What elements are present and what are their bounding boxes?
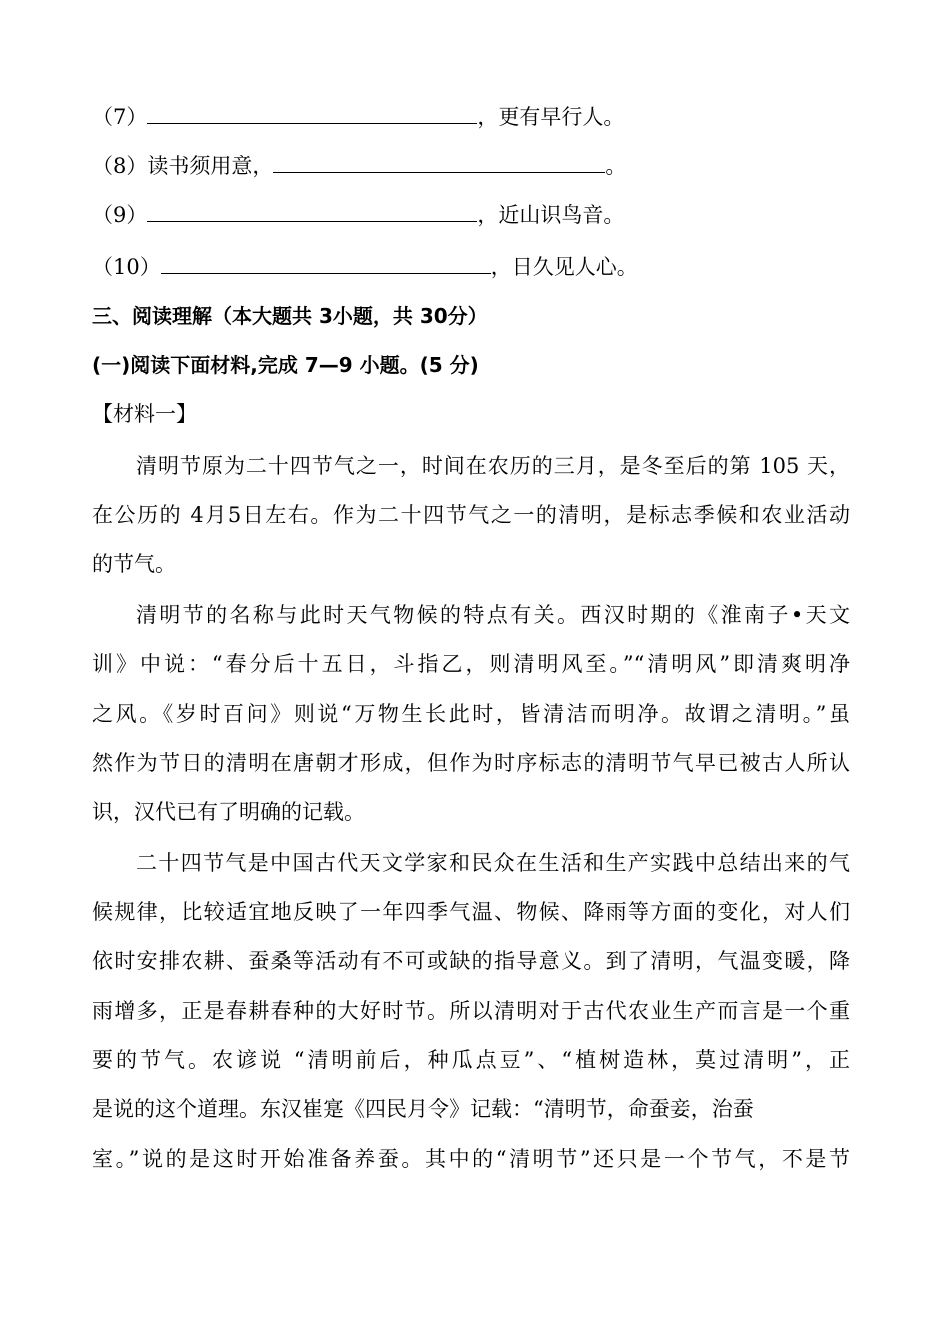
answer-blank[interactable] — [147, 101, 477, 124]
paragraph-1-line-3: 的节气。 — [92, 552, 176, 576]
paragraph-3-line-4: 雨增多，正是春耕春种的大好时节。所以清明对于古代农业生产而言是一个重 — [92, 999, 850, 1023]
item-number: （10） — [92, 255, 161, 279]
answer-blank[interactable] — [273, 150, 605, 173]
paragraph-3-line-7: 室。”说的是这时开始准备养蚕。其中的“清明节”还只是一个节气，不是节 — [92, 1147, 850, 1171]
answer-blank[interactable] — [161, 251, 491, 274]
blank-item-10 — [92, 251, 638, 281]
paragraph-3-line-6: 是说的这个道理。东汉崔寔《四民月令》记载：“清明节，命蚕妾，治蚕 — [92, 1097, 754, 1121]
item-text-before: 读书须用意， — [147, 154, 274, 178]
paragraph-2-line-4: 然作为节日的清明在唐朝才形成，但作为时序标志的清明节气早已被古人所认 — [92, 751, 850, 775]
item-text-after: ，近山识鸟音。 — [477, 203, 625, 227]
blank-item-8 — [92, 150, 626, 180]
paragraph-1-line-2: 在公历的 4月5日左右。作为二十四节气之一的清明，是标志季候和农业活动 — [92, 503, 850, 527]
item-text-after: ，更有早行人。 — [477, 105, 625, 129]
paragraph-2-line-5: 识，汉代已有了明确的记载。 — [92, 800, 365, 824]
paragraph-2-line-2: 训》中说：“春分后十五日，斗指乙，则清明风至。”“清明风”即清爽明净 — [92, 652, 850, 676]
paragraph-3-line-3: 依时安排农耕、蚕桑等活动有不可或缺的指导意义。到了清明，气温变暖，降 — [92, 949, 850, 973]
paragraph-3-line-5: 要的节气。农谚说 “清明前后，种瓜点豆”、“植树造林，莫过清明”，正 — [92, 1048, 850, 1072]
paragraph-1-line-1: 清明节原为二十四节气之一，时间在农历的三月，是冬至后的第 105 天， — [136, 454, 850, 478]
paragraph-2-line-1: 清明节的名称与此时天气物候的特点有关。西汉时期的《淮南子•天文 — [136, 603, 850, 627]
paragraph-2-line-3: 之风。《岁时百问》则说“万物生长此时，皆清洁而明净。故谓之清明。”虽 — [92, 702, 850, 726]
subsection-title: (一)阅读下面材料,完成 7—9 小题。(5 分) — [92, 353, 479, 377]
item-text-after: ，日久见人心。 — [490, 255, 638, 279]
item-number: （9） — [92, 203, 148, 227]
item-number: （8） — [92, 154, 148, 178]
blank-item-9 — [92, 199, 624, 229]
paragraph-3-line-1: 二十四节气是中国古代天文学家和民众在生活和生产实践中总结出来的气 — [136, 851, 850, 875]
answer-blank[interactable] — [147, 199, 477, 222]
item-number: （7） — [92, 105, 148, 129]
paragraph-3-line-2: 候规律，比较适宜地反映了一年四季气温、物候、降雨等方面的变化，对人们 — [92, 900, 850, 924]
blank-item-7 — [92, 101, 624, 131]
section-title: 三、阅读理解（本大题共 3小题，共 30分） — [92, 304, 488, 328]
item-text-after: 。 — [605, 154, 627, 178]
material-label: 【材料一】 — [92, 402, 197, 426]
